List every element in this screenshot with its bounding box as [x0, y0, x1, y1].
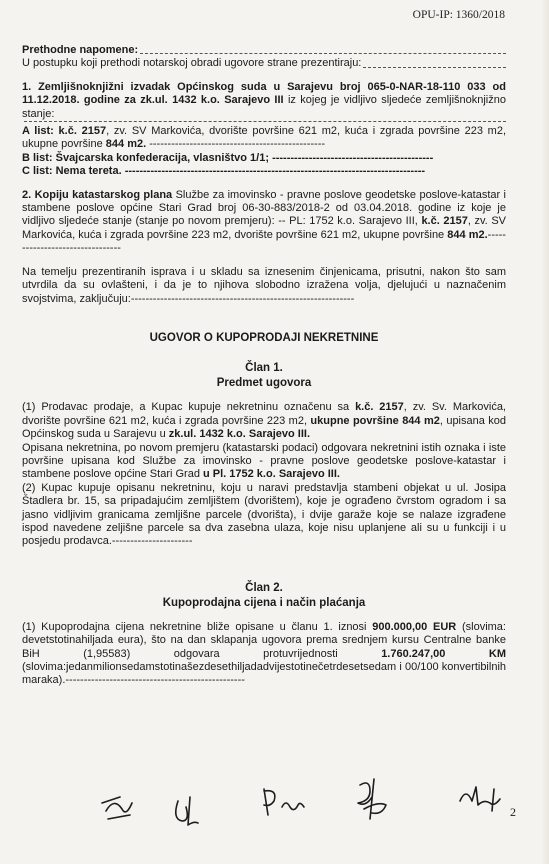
list-b: B list: Švajcarska konfederacija, vlasništvo 1/1; -------------------------------------------- [22, 151, 434, 164]
list-a: A list: k.č. 2157, zv. SV Markovića, dvorište površine 621 m2, kuća i zgrada površine 223 m2, ukupne površine 844 m2. ------------------------------------------------ [22, 125, 506, 151]
document-body [22, 44, 506, 688]
signature-1 [102, 797, 132, 819]
article-1-para-1: (1) Prodavac prodaje, a Kupac kupuje nekretninu označenu sa k.č. 2157, zv. Sv. Markovića, dvorište površine 621 m2, kuća i zgrada površine 223 m2, ukupne površine 844 m2, upisana kod Općinskog suda u Sarajevu u zk.ul. 1432 k.o. Sarajevo III. [22, 401, 506, 441]
item-1-land-registry: 1. Zemljišnoknjižni izvadak Općinskog suda u Sarajevu broj 065-0-NAR-18-110 033 od 11.12.2018. godine za zk.ul. 1432 k.o. Sarajevo III iz kojeg je vidljivo sljedeće zemljišnoknjižno stanje: [22, 80, 506, 120]
signature-5 [460, 787, 500, 811]
item-2-cadastral-plan: 2. Kopiju katastarskog plana Službe za imovinsko - pravne poslove geodetske poslove-katastar i stambene poslove općine Stari Grad broj 06-30-883/2018-2 od 03.04.2018. godine iz koje je vidljivo sljedeće stanje (stanje po novom premjeru): -- PL: 1752 k.o. Sarajevo III, k.č. 2157, zv. SV Markovića, kuća i zgrada površine 223 m2, dvorište površine 621 m2, ukupne površine 844 m2.-------------------------------- [22, 188, 506, 255]
signatures-svg [20, 775, 540, 835]
intro-text: U postupku koji prethodi notarskoj obradi ugovore strane prezentiraju: [22, 57, 506, 70]
document-reference: OPU-IP: 1360/2018 [412, 9, 505, 21]
article-1-title: Predmet ugovora [216, 377, 312, 390]
article-2-title: Kupoprodajna cijena i način plaćanja [162, 596, 366, 609]
article-1-para-1-cont: Opisana nekretnina, po novom premjeru (katastarski podaci) odgovara nekretnini istih oznaka i iste površine upisana kod Službe za imovinsko - pravne poslove geodetske poslove-katastar i stambene poslove općine Stari Grad u Pl. 1752 k.o. Sarajevo III. [22, 441, 506, 481]
signature-2 [176, 797, 198, 825]
section-heading-prior-notes: Prethodne napomene: [22, 44, 506, 57]
article-1-para-2: (2) Kupac kupuje opisanu nekretninu, koju u naravi predstavlja stambeni objekat u ul. Josipa Štadlera br. 15, sa pripadajućim zemljištem (dvorištem), koje je ograđeno čvrstom ogradom i sa jasno vidljivim granicama zemljišne parcele (dvorišta), i dvije garaže koje se nalaze izgrađene ispod navedene zeljišne parcele sa dva zasebna ulaza, koje nisu uplanjene ali su u funkciji i u posjedu prodavca.---------------------- [22, 481, 506, 548]
scan-shadow [541, 0, 549, 864]
article-1-number: Član 1. [245, 362, 283, 375]
signature-3 [264, 789, 304, 815]
list-c: C list: Nema tereta. ---------------------------------------------------------------------------------- [22, 165, 426, 178]
signature-4 [358, 779, 386, 819]
notary-statement: Na temelju prezentiranih isprava i u skladu sa iznesenim činjenicama, prisutni, nakon što sam utvrdila da su ovlašteni, i da je to njihova slobodno izražena volja, djelujući u naznačenim svojstvima, zaključuju:------------------------------------------------------------- [22, 265, 506, 305]
article-2-number: Član 2. [245, 581, 283, 594]
contract-title: UGOVOR O KUPOPRODAJI NEKRETNINE [149, 331, 379, 344]
article-2-para-1: (1) Kupoprodajna cijena nekretnine bliže opisane u članu 1. iznosi 900.000,00 EUR (slovima: devetstotinahiljada eura), što na dan sklapanja ugovora prema srednjem kursu Centralne banke BiH (1,95583) odgovara protuvrijednosti 1.760.247,00 KM (slovima:jedanmilionsedamstotinašezdesethiljadadvijestotinečetrdesetsedam i 00/100 konvertibilnih maraka).------------------------------------------------- [22, 620, 506, 687]
page-number: 2 [510, 805, 516, 819]
signatures [20, 775, 540, 835]
